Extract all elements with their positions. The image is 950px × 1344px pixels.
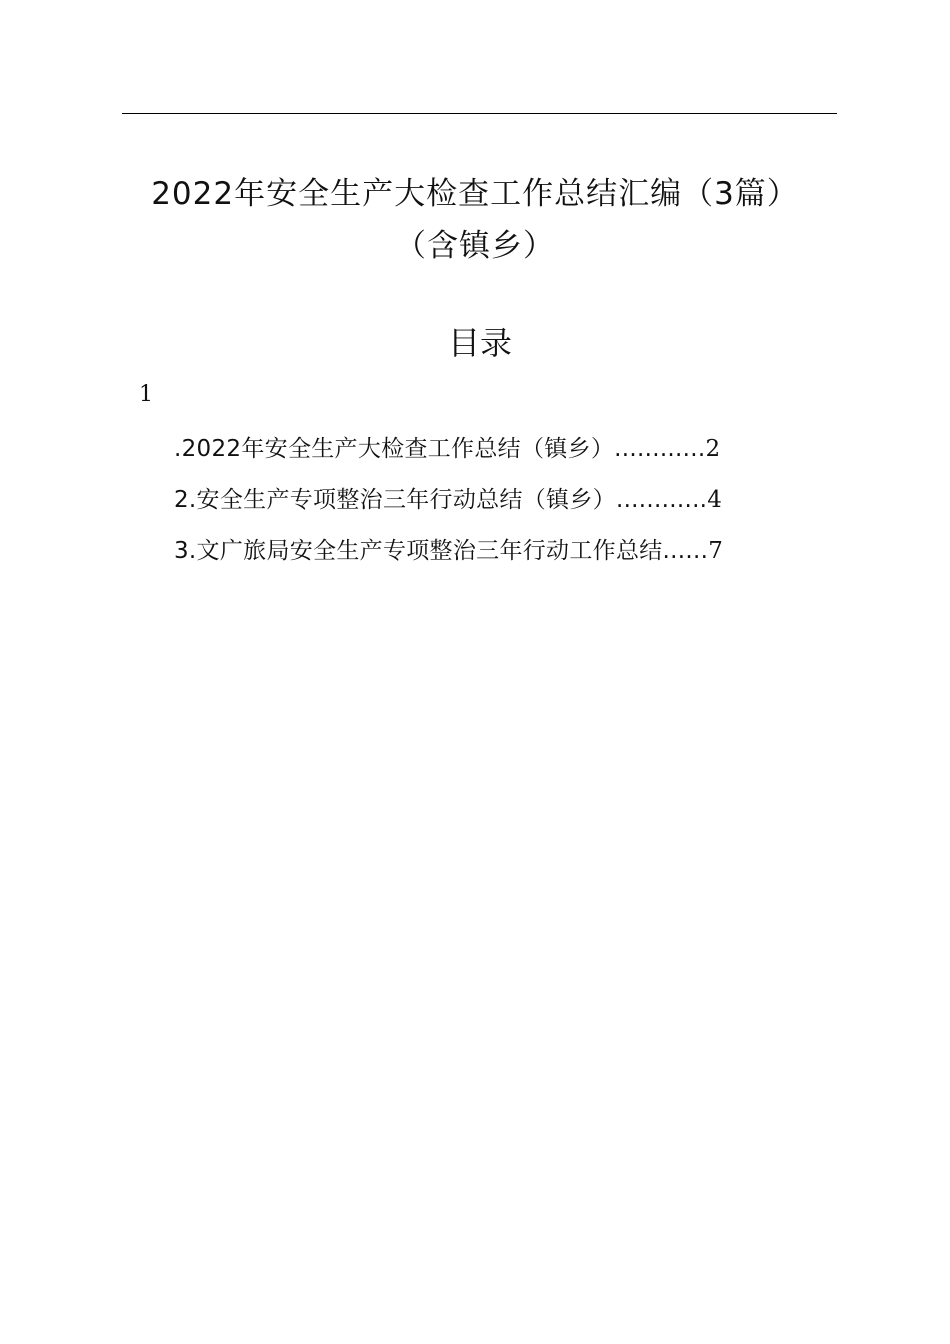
toc-entry-label: 3.文广旅局安全生产专项整治三年行动工作总结 xyxy=(174,538,663,564)
toc-heading: 目录 xyxy=(447,324,512,362)
table-of-contents xyxy=(174,424,814,577)
toc-entry-1[interactable] xyxy=(174,424,814,475)
title-line-2: （含镇乡） xyxy=(395,228,555,264)
toc-entry-page: 4 xyxy=(707,487,723,513)
toc-entry-page: 7 xyxy=(708,538,724,564)
title-line-1: 2022年安全生产大检查工作总结汇编（3篇） xyxy=(151,176,799,212)
toc-entry-label: 2.安全生产专项整治三年行动总结（镇乡） xyxy=(174,487,616,513)
toc-entry-2[interactable] xyxy=(174,475,814,526)
toc-entry-3[interactable] xyxy=(174,526,814,577)
toc-entry-page: 2 xyxy=(705,436,721,462)
toc-entry-leader: ............ xyxy=(614,436,706,462)
document-title xyxy=(100,168,850,272)
header-rule xyxy=(122,113,837,114)
toc-stray-number: 1 xyxy=(139,382,153,407)
toc-entry-leader: ...... xyxy=(662,538,709,564)
toc-entry-leader: ............ xyxy=(615,487,708,513)
toc-entry-label: .2022年安全生产大检查工作总结（镇乡） xyxy=(174,436,615,462)
